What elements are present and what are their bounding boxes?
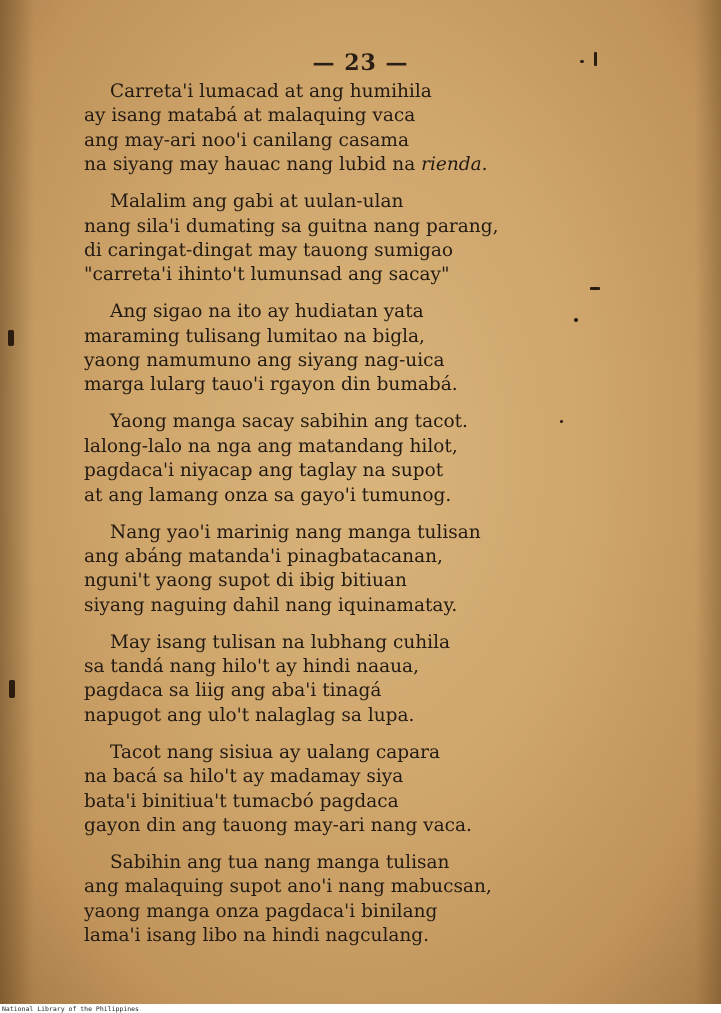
verse-line [84, 153, 564, 177]
stanza [84, 80, 564, 178]
stanza [84, 851, 564, 949]
verse-line: maraming tulisang lumitao na bigla, [84, 325, 425, 347]
verse-line: ang may-ari noo'i canilang casama [84, 129, 409, 151]
verse-line: lama'i isang libo na hindi nagculang. [84, 925, 430, 947]
verse-line: Nang yao'i marinig nang manga tulisan [110, 521, 481, 543]
stanza [84, 741, 564, 839]
verse-line: May isang tulisan na lubhang cuhila [110, 631, 451, 653]
page-number: — 23 — [312, 50, 409, 76]
ink-speck [574, 318, 578, 322]
verse-line: Ang sigao na ito ay hudiatan yata [110, 301, 424, 323]
verse-line: ay isang matabá at malaquing vaca [84, 105, 416, 127]
verse-line: yaong namumuno ang siyang nag-uica [84, 350, 445, 372]
verse-line: napugot ang ulo't nalaglag sa lupa. [84, 704, 415, 726]
verse-line: ang abáng matanda'i pinagbatacanan, [84, 545, 443, 567]
stanza [84, 190, 564, 288]
verse-line: yaong manga onza pagdaca'i binilang [84, 900, 438, 922]
verse-line: gayon din ang tauong may-ari nang vaca. [84, 814, 472, 836]
verse-line: ang malaquing supot ano'i nang mabucsan, [84, 876, 492, 898]
verse-line: nguni't yaong supot di ibig bitiuan [84, 570, 407, 592]
verse-line: na bacá sa hilo't ay madamay siya [84, 766, 404, 788]
library-credit: National Library of the Philippines [2, 1005, 139, 1013]
verse-line: nang sila'i dumating sa guitna nang parang, [84, 215, 499, 237]
verse-line: marga lularg tauo'i rgayon din bumabá. [84, 374, 458, 396]
stanza [84, 410, 564, 508]
verse-line: Yaong manga sacay sabihin ang tacot. [110, 411, 468, 433]
verse-line-italic-word: rienda. [421, 154, 488, 176]
stanza [84, 631, 564, 729]
poem-text [84, 80, 564, 961]
stanza [84, 300, 564, 398]
verse-line-text: na siyang may hauac nang lubid na [84, 154, 416, 176]
verse-line: pagdaca'i niyacap ang taglay na supot [84, 460, 444, 482]
verse-line: pagdaca sa liig ang aba'i tinagá [84, 680, 382, 702]
stanza [84, 521, 564, 619]
verse-line: Sabihin ang tua nang manga tulisan [110, 851, 450, 873]
verse-line: "carreta'i ihinto't lumunsad ang sacay" [84, 264, 450, 286]
verse-line: di caringat-dingat may tauong sumigao [84, 239, 454, 261]
verse-line: sa tandá nang hilo't ay hindi naaua, [84, 656, 419, 678]
verse-line: siyang naguing dahil nang iquinamatay. [84, 594, 458, 616]
ink-speck [590, 287, 600, 290]
verse-line: Malalim ang gabi at uulan-ulan [110, 191, 404, 213]
verse-line: Carreta'i lumacad at ang humihila [110, 81, 432, 102]
verse-line: lalong-lalo na nga ang matandang hilot, [84, 435, 458, 457]
verse-line: Tacot nang sisiua ay ualang capara [110, 741, 441, 763]
verse-line: bata'i binitiua't tumacbó pagdaca [84, 790, 399, 812]
ink-speck [8, 330, 14, 346]
verse-line: at ang lamang onza sa gayo'i tumunog. [84, 484, 452, 506]
ink-speck [9, 680, 15, 698]
